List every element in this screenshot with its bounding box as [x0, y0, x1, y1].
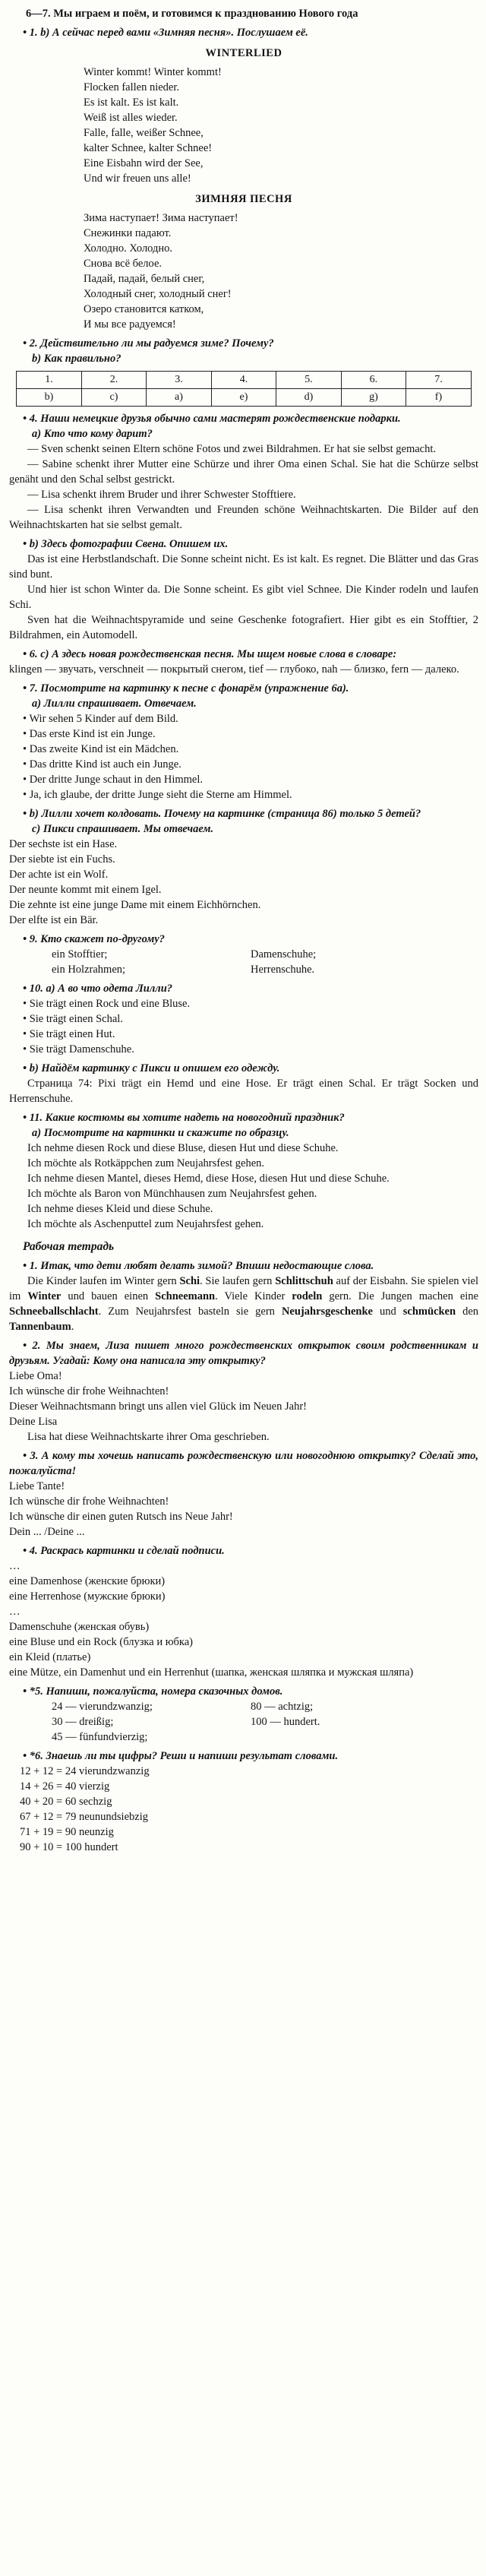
text-segment: . Zum Neujahrsfest basteln sie gern [98, 1305, 282, 1318]
bold-answer-word: Tannenbaum [9, 1321, 71, 1333]
pair-right: 80 — achtzig; [251, 1701, 314, 1713]
pair-right: 100 — hundert. [251, 1716, 320, 1728]
equation-line: 40 + 20 = 60 sechzig [20, 1796, 112, 1808]
task-instruction: • 4. Раскрась картинки и сделай подписи. [23, 1545, 225, 1557]
answer-table [16, 371, 471, 407]
answer-table-cell: c) [81, 389, 146, 407]
paragraph: Ich möchte als Aschenputtel zum Neujahrsfest gehen. [27, 1218, 264, 1230]
song-title: ЗИМНЯЯ ПЕСНЯ [195, 193, 292, 205]
answer-bullet: • Wir sehen 5 Kinder auf dem Bild. [23, 713, 178, 725]
equation-line: 14 + 26 = 40 vierzig [20, 1780, 110, 1793]
text-line: … [9, 1560, 21, 1572]
text-line: Damenschuhe (женская обувь) [9, 1621, 150, 1633]
answer-table-cell: 7. [406, 372, 472, 389]
task-instruction: • 6. c) А здесь новая рождественская песня. Мы ищем новые слова в словаре: [23, 648, 397, 660]
song-line: Озеро становится катком, [84, 303, 204, 315]
song-line: Und wir freuen uns alle! [84, 172, 191, 185]
equation-line: 90 + 10 = 100 hundert [20, 1841, 118, 1853]
pair-row [9, 947, 478, 962]
answer-bullet: • Sie trägt einen Rock und eine Bluse. [23, 998, 191, 1010]
paragraph: Ich nehme diesen Mantel, dieses Hemd, diese Hose, diesen Hut und diese Schuhe. [27, 1172, 390, 1185]
task-instruction: • b) Лилли хочет колдовать. Почему на картинке (страница 86) только 5 детей? [23, 808, 421, 820]
text-line: Der sechste ist ein Hase. [9, 838, 118, 850]
subtask-instruction: a) Кто что кому дарит? [32, 428, 153, 440]
bold-answer-word: Schneemann [155, 1290, 216, 1302]
text-segment: den [456, 1305, 479, 1318]
song-line: Falle, falle, weißer Schnee, [84, 127, 204, 139]
answer-bullet: • Sie trägt einen Schal. [23, 1013, 123, 1025]
song-line: Weiß ist alles wieder. [84, 112, 178, 124]
text-segment: . Viele Kinder [215, 1290, 292, 1302]
answer-table-cell: e) [211, 389, 276, 407]
text-segment: . Sie laufen gern [200, 1275, 276, 1287]
text-line: Dieser Weihnachtsmann bringt uns allen viel Glück im Neuen Jahr! [9, 1400, 307, 1413]
answer-table-cell: d) [276, 389, 341, 407]
paragraph: Страница 74: Pixi trägt ein Hemd und eine Hose. Er trägt einen Schal. Er trägt Socken und Herrenschuhe. [9, 1078, 478, 1105]
answer-table-cell: g) [341, 389, 406, 407]
task-instruction: • b) Здесь фотографии Свена. Опишем их. [23, 538, 229, 550]
pair-left: ein Holzrahmen; [52, 964, 126, 976]
song-line: Снова всё белое. [84, 258, 163, 270]
bold-answer-word: Schi [179, 1275, 200, 1287]
paragraph: Ich nehme dieses Kleid und diese Schuhe. [27, 1203, 213, 1215]
subtask-instruction: a) Лилли спрашивает. Отвечаем. [32, 698, 197, 710]
text-line: Ich wünsche dir einen guten Rutsch ins Neue Jahr! [9, 1511, 233, 1523]
answer-table-cell: 1. [17, 372, 81, 389]
task-instruction: • 2. Мы знаем, Лиза пишет много рождественских открыток своим родственникам и друзьям. Угадай: Кому она написала эту открытку? [9, 1340, 478, 1367]
paragraph: Ich möchte als Baron von Münchhausen zum Neujahrsfest gehen. [27, 1188, 317, 1200]
bold-answer-word: Winter [27, 1290, 62, 1302]
task-instruction: • *5. Напиши, пожалуйста, номера сказочных домов. [23, 1685, 283, 1698]
paragraph: — Lisa schenkt ihren Verwandten und Freunden schöne Weihnachtskarten. Die Bilder auf den Weihnachtskarten hat sie selbst gemalt. [9, 504, 478, 531]
text-segment: . [71, 1321, 74, 1333]
pair-right: Damenschuhe; [251, 948, 317, 960]
page-heading: 6—7. Мы играем и поём, и готовимся к празднованию Нового года [26, 8, 358, 20]
answer-table-row [17, 372, 471, 389]
text-line: … [9, 1606, 21, 1618]
pair-row [9, 1699, 478, 1714]
text-line: Ich wünsche dir frohe Weihnachten! [9, 1385, 169, 1397]
bold-answer-word: Schlittschuh [275, 1275, 333, 1287]
section-heading: Рабочая тетрадь [23, 1240, 115, 1253]
equation-line: 67 + 12 = 79 neunundsiebzig [20, 1811, 148, 1823]
paragraph: — Lisa schenkt ihrem Bruder und ihrer Schwester Stofftiere. [27, 489, 296, 501]
bold-answer-word: Neujahrsgeschenke [281, 1305, 373, 1318]
pair-left: ein Stofftier; [52, 948, 108, 960]
paragraph: Ich nehme diesen Rock und diese Bluse, diesen Hut und diese Schuhe. [27, 1142, 339, 1154]
text-line: Dein ... /Deine ... [9, 1526, 85, 1538]
text-line: Deine Lisa [9, 1416, 58, 1428]
task-instruction: • 4. Наши немецкие друзья обычно сами мастерят рождественские подарки. [23, 413, 401, 425]
task-instruction: • 9. Кто скажет по-другому? [23, 933, 165, 945]
answer-table-row [17, 389, 471, 407]
answer-bullet: • Ja, ich glaube, der dritte Junge sieht die Sterne am Himmel. [23, 789, 292, 801]
text-segment: Die Kinder laufen im Winter gern [27, 1275, 180, 1287]
song-line: Падай, падай, белый снег, [84, 273, 205, 285]
text-segment: gern. Die Jungen machen eine [322, 1290, 478, 1302]
paragraph: — Sabine schenkt ihrer Mutter eine Schürze und ihrer Oma einen Schal. Sie hat die Schürze selbst genäht und den Schal selbst gestrickt. [9, 458, 478, 486]
text-line: Die zehnte ist eine junge Dame mit einem Eichhörnchen. [9, 899, 261, 911]
answer-bullet: • Sie trägt Damenschuhe. [23, 1043, 134, 1055]
song-line: Снежинки падают. [84, 227, 172, 239]
subtask-instruction: c) Пикси спрашивает. Мы отвечаем. [32, 823, 214, 835]
text-segment: und bauen einen [61, 1290, 156, 1302]
answer-bullet: • Der dritte Junge schaut in den Himmel. [23, 774, 204, 786]
song-line: Холодно. Холодно. [84, 242, 173, 255]
text-line: Der elfte ist ein Bär. [9, 914, 99, 926]
paragraph: Sven hat die Weihnachtspyramide und seine Geschenke fotografiert. Hier gibt es ein Stofftier, 2 Bildrahmen, ein Automodell. [9, 614, 478, 641]
text-line: Liebe Oma! [9, 1370, 62, 1382]
task-instruction: • *6. Знаешь ли ты цифры? Реши и напиши результат словами. [23, 1750, 339, 1762]
bold-answer-word: rodeln [292, 1290, 323, 1302]
text-line: klingen — звучать, verschneit — покрытый снегом, tief — глубоко, nah — близко, fern — далеко. [9, 663, 459, 676]
answer-table-cell: b) [17, 389, 81, 407]
text-line: eine Damenhose (женские брюки) [9, 1575, 166, 1587]
pair-row [9, 1729, 478, 1745]
answer-table-cell: 3. [147, 372, 211, 389]
song-line: И мы все радуемся! [84, 318, 176, 331]
paragraph: Und hier ist schon Winter da. Die Sonne scheint. Es gibt viel Schnee. Die Kinder rodeln und laufen Schi. [9, 584, 478, 611]
answer-table-cell: a) [147, 389, 211, 407]
song-line: Es ist kalt. Es ist kalt. [84, 97, 179, 109]
answer-bullet: • Das dritte Kind ist auch ein Junge. [23, 758, 181, 771]
task-instruction: • 10. a) А во что одета Лилли? [23, 983, 173, 995]
song-title: WINTERLIED [205, 47, 282, 59]
answer-table-cell: 6. [341, 372, 406, 389]
answer-table-cell: 2. [81, 372, 146, 389]
answer-bullet: • Sie trägt einen Hut. [23, 1028, 115, 1040]
song-line: Flocken fallen nieder. [84, 81, 180, 93]
pair-row [9, 962, 478, 977]
song-line: Холодный снег, холодный снег! [84, 288, 232, 300]
pair-right [251, 1729, 478, 1745]
text-line: Der siebte ist ein Fuchs. [9, 853, 115, 866]
task-instruction: • 7. Посмотрите на картинку к песне с фонарём (упражнение 6а). [23, 682, 349, 695]
pair-left: 24 — vierundzwanzig; [52, 1701, 153, 1713]
song-line: kalter Schnee, kalter Schnee! [84, 142, 213, 154]
bold-answer-word: schmücken [402, 1305, 456, 1318]
task-instruction: • 3. А кому ты хочешь написать рождественскую или новогоднюю открытку? Сделай это, пожалуйста! [9, 1450, 478, 1477]
equation-line: 12 + 12 = 24 vierundzwanzig [20, 1765, 150, 1777]
paragraph: Das ist eine Herbstlandschaft. Die Sonne scheint nicht. Es ist kalt. Es regnet. Die Blätter und das Gras sind bunt. [9, 553, 478, 581]
pair-row [9, 1714, 478, 1729]
pair-right: Herrenschuhe. [251, 964, 315, 976]
text-line: Ich wünsche dir frohe Weihnachten! [9, 1495, 169, 1508]
bold-answer-word: Schneeballschlacht [9, 1305, 99, 1318]
paragraph [9, 1274, 478, 1334]
text-line: Der achte ist ein Wolf. [9, 869, 109, 881]
task-instruction: • 11. Какие костюмы вы хотите надеть на новогодний праздник? [23, 1112, 345, 1124]
pair-left: 45 — fünfundvierzig; [52, 1731, 148, 1743]
pair-left: 30 — dreißig; [52, 1716, 114, 1728]
task-instruction: • 1. Итак, что дети любят делать зимой? Впиши недостающие слова. [23, 1260, 374, 1272]
text-line: eine Bluse und ein Rock (блузка и юбка) [9, 1636, 194, 1648]
text-line: Liebe Tante! [9, 1480, 65, 1492]
paragraph: Ich möchte als Rotkäppchen zum Neujahrsfest gehen. [27, 1157, 265, 1169]
equation-line: 71 + 19 = 90 neunzig [20, 1826, 114, 1838]
task-instruction: • 1. b) А сейчас перед вами «Зимняя песня». Послушаем её. [23, 27, 308, 39]
answer-table-cell: 5. [276, 372, 341, 389]
paragraph: Lisa hat diese Weihnachtskarte ihrer Oma geschrieben. [27, 1431, 270, 1443]
subtask-instruction: b) Как правильно? [32, 353, 122, 365]
task-instruction: • 2. Действительно ли мы радуемся зиме? Почему? [23, 337, 274, 350]
paragraph: — Sven schenkt seinen Eltern schöne Fotos und zwei Bildrahmen. Er hat sie selbst gemacht. [27, 443, 436, 455]
answer-table-cell: f) [406, 389, 472, 407]
subtask-instruction: a) Посмотрите на картинки и скажите по образцу. [32, 1127, 289, 1139]
text-line: eine Herrenhose (мужские брюки) [9, 1590, 166, 1603]
text-line: eine Mütze, ein Damenhut und ein Herrenhut (шапка, женская шляпка и мужская шляпа) [9, 1666, 414, 1679]
answer-table-cell: 4. [211, 372, 276, 389]
task-instruction: • b) Найдём картинку с Пикси и опишем его одежду. [23, 1062, 280, 1074]
answer-bullet: • Das zweite Kind ist ein Mädchen. [23, 743, 179, 755]
text-segment: und [372, 1305, 403, 1318]
answer-bullet: • Das erste Kind ist ein Junge. [23, 728, 156, 740]
text-line: Der neunte kommt mit einem Igel. [9, 884, 162, 896]
song-line: Зима наступает! Зима наступает! [84, 212, 238, 224]
song-line: Winter kommt! Winter kommt! [84, 66, 222, 78]
song-line: Eine Eisbahn wird der See, [84, 157, 204, 169]
text-line: ein Kleid (платье) [9, 1651, 91, 1663]
text-segment: auf der Eisbahn. Sie spielen viel im [9, 1275, 478, 1302]
